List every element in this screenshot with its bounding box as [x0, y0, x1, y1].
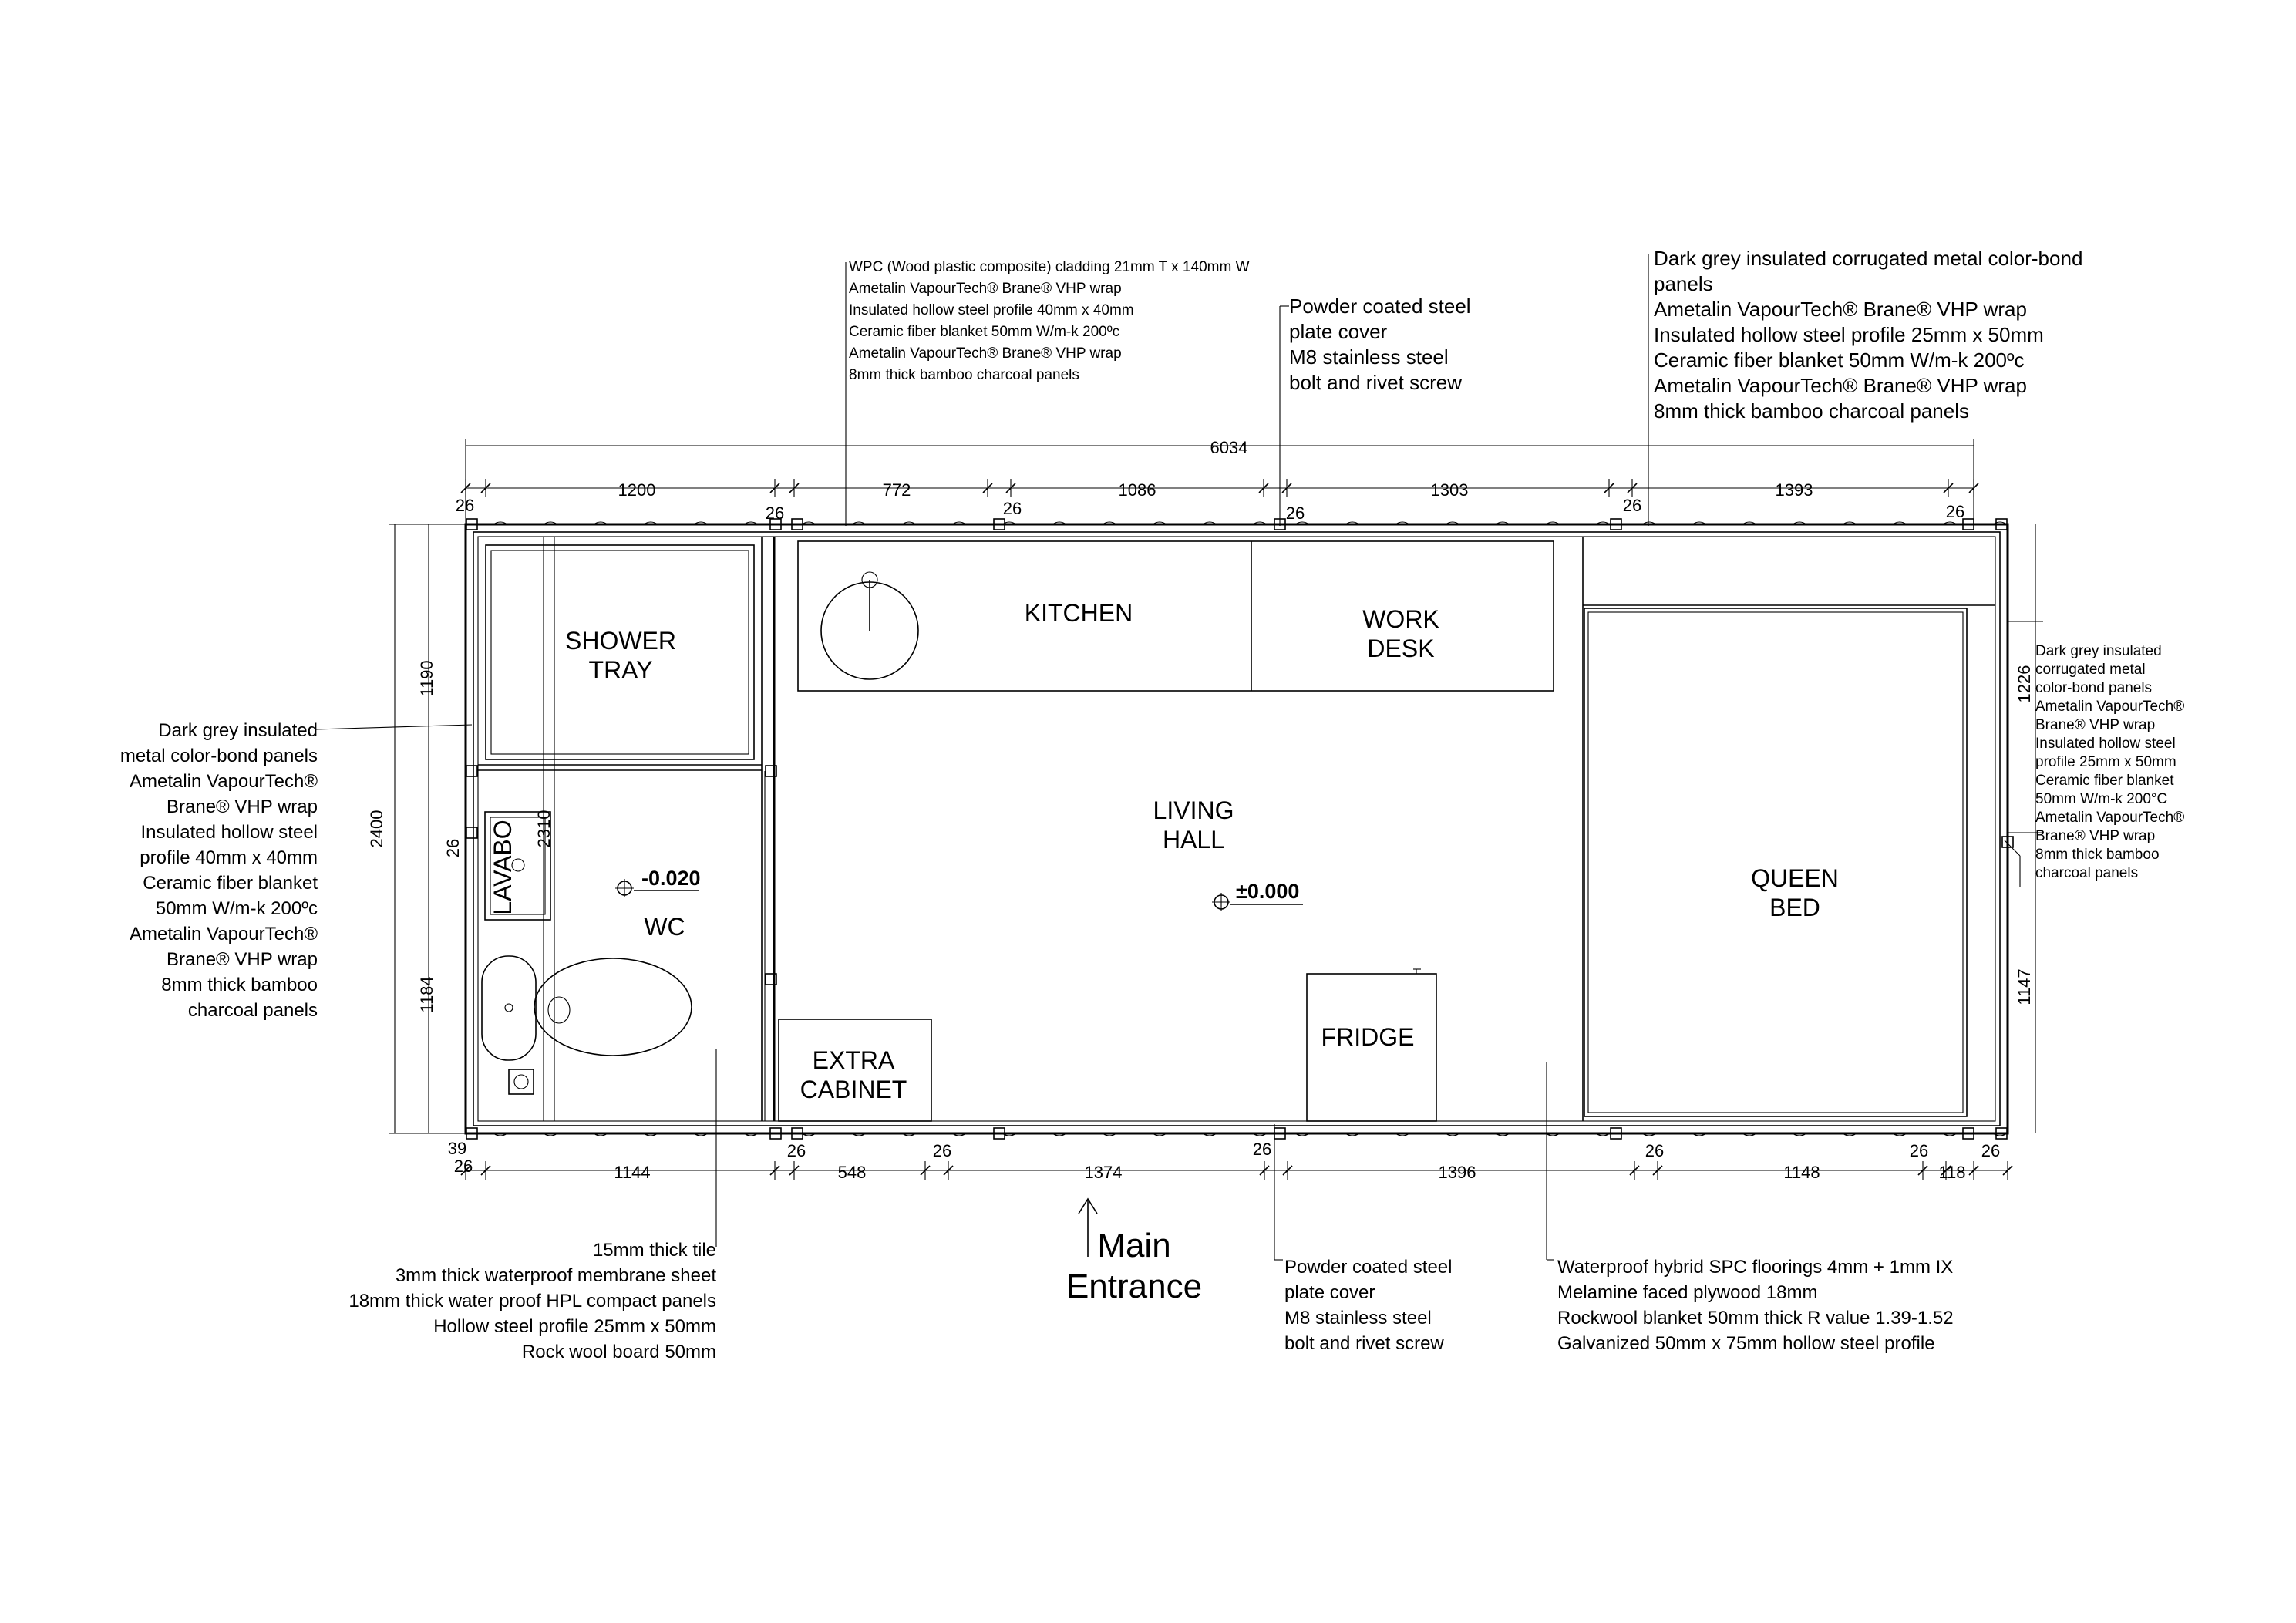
- note-top-right-line: Ametalin VapourTech® Brane® VHP wrap: [1654, 374, 2027, 397]
- dim-top-2: 1200: [618, 480, 656, 500]
- dim-overall-width: 2400: [367, 810, 386, 848]
- note-left-line: Dark grey insulated: [158, 720, 318, 741]
- note-bottom-right-line: Waterproof hybrid SPC floorings 4mm + 1mm IX: [1557, 1257, 1954, 1278]
- note-top-left-line: Ametalin VapourTech® Brane® VHP wrap: [849, 345, 1122, 362]
- dim-left-2: 26: [443, 838, 463, 858]
- room-label-kitchen: KITCHEN: [1024, 599, 1133, 627]
- note-left-line: Ametalin VapourTech®: [129, 924, 318, 945]
- room-label-lavabo: LAVABO: [489, 820, 517, 915]
- dim-bottom-3: 1144: [614, 1163, 651, 1182]
- note-right-line: corrugated metal: [2035, 662, 2146, 678]
- note-left-line: 8mm thick bamboo: [161, 975, 318, 995]
- note-bottom-left-line: 18mm thick water proof HPL compact panels: [348, 1291, 716, 1312]
- note-right-line: profile 25mm x 50mm: [2035, 754, 2176, 770]
- note-top-left-line: Ceramic fiber blanket 50mm W/m-k 200ºc: [849, 324, 1120, 340]
- note-left-line: charcoal panels: [187, 1000, 318, 1021]
- dim-top-10: 1393: [1775, 480, 1813, 500]
- note-bottom-right-line: Galvanized 50mm x 75mm hollow steel profile: [1557, 1333, 1935, 1354]
- dim-right-2: 1147: [2015, 968, 2034, 1005]
- note-right-line: Brane® VHP wrap: [2035, 828, 2156, 844]
- room-label-shower-line2: TRAY: [588, 656, 653, 684]
- room-label-wc: WC: [644, 913, 685, 941]
- dim-bottom-10: 26: [1645, 1141, 1665, 1160]
- note-top-right-line: Dark grey insulated corrugated metal color-bond: [1654, 247, 2083, 270]
- dim-top-4: 772: [882, 480, 911, 500]
- note-bottom-middle-line: bolt and rivet screw: [1284, 1333, 1444, 1354]
- note-right-line: Dark grey insulated: [2035, 643, 2162, 659]
- note-left-line: metal color-bond panels: [120, 746, 318, 766]
- note-bottom-right-line: Melamine faced plywood 18mm: [1557, 1282, 1818, 1303]
- note-bottom-left-line: 15mm thick tile: [592, 1240, 716, 1261]
- material-notes: [120, 247, 2184, 1362]
- dim-bottom-6: 26: [932, 1141, 952, 1160]
- note-top-left-line: Ametalin VapourTech® Brane® VHP wrap: [849, 281, 1122, 297]
- note-bottom-middle-line: Powder coated steel: [1284, 1257, 1453, 1278]
- interior-partitions: [478, 537, 774, 1121]
- dim-top-3: 26: [765, 503, 785, 523]
- note-left-line: Brane® VHP wrap: [167, 949, 318, 970]
- dim-interior-height: 2310: [534, 810, 554, 848]
- dim-bottom-12: 26: [1909, 1141, 1929, 1160]
- note-right-line: color-bond panels: [2035, 680, 2153, 696]
- note-top-middle-line: plate cover: [1289, 320, 1388, 343]
- note-top-left-line: Insulated hollow steel profile 40mm x 40mm: [849, 302, 1134, 318]
- note-top-middle-line: Powder coated steel: [1289, 295, 1471, 318]
- dim-top-5: 26: [1002, 499, 1022, 518]
- note-top-middle-line: M8 stainless steel: [1289, 345, 1449, 369]
- dim-top-8: 1303: [1430, 480, 1469, 500]
- note-top-left-line: 8mm thick bamboo charcoal panels: [849, 367, 1079, 383]
- dim-top-11: 26: [1945, 502, 1965, 521]
- level-value-living: ±0.000: [1236, 880, 1300, 903]
- dim-bottom-4: 26: [786, 1141, 806, 1160]
- toilet-fixture: [482, 956, 692, 1094]
- note-right-line: 8mm thick bamboo: [2035, 847, 2160, 863]
- note-left-line: Ametalin VapourTech®: [129, 771, 318, 792]
- room-label-cabinet-line2: CABINET: [800, 1076, 907, 1103]
- dim-top-7: 26: [1285, 503, 1305, 523]
- note-top-right-line: Ceramic fiber blanket 50mm W/m-k 200ºc: [1654, 349, 2025, 372]
- room-label-living-line1: LIVING: [1153, 796, 1234, 824]
- entrance-label-line1: Main: [1097, 1227, 1171, 1264]
- level-value-wc: -0.020: [641, 867, 701, 890]
- note-bottom-left-line: Hollow steel profile 25mm x 50mm: [433, 1316, 716, 1337]
- room-label-cabinet-line1: EXTRA: [812, 1046, 895, 1074]
- note-bottom-right-line: Rockwool blanket 50mm thick R value 1.39-1.52: [1557, 1308, 1954, 1328]
- dim-top-9: 26: [1622, 496, 1642, 515]
- note-top-right-line: panels: [1654, 272, 1713, 295]
- note-right-line: Ametalin VapourTech®: [2035, 699, 2185, 715]
- note-right-line: Brane® VHP wrap: [2035, 717, 2156, 733]
- room-label-shower-line1: SHOWER: [565, 627, 676, 655]
- dim-bottom-7: 1374: [1084, 1163, 1123, 1182]
- dim-top-1: 26: [455, 496, 475, 515]
- note-top-right-line: Ametalin VapourTech® Brane® VHP wrap: [1654, 298, 2027, 321]
- note-top-right-line: 8mm thick bamboo charcoal panels: [1654, 399, 1969, 423]
- note-bottom-middle-line: M8 stainless steel: [1284, 1308, 1432, 1328]
- entrance-arrow-icon: [1079, 1199, 1097, 1257]
- note-left-line: Ceramic fiber blanket: [143, 873, 318, 894]
- note-left-line: Insulated hollow steel: [140, 822, 318, 843]
- note-bottom-left-line: Rock wool board 50mm: [521, 1342, 716, 1362]
- dim-left-3: 1184: [417, 976, 436, 1013]
- dim-bottom-5: 548: [837, 1163, 867, 1182]
- dim-top-6: 1086: [1118, 480, 1156, 500]
- kitchen-counter: [798, 541, 1554, 691]
- note-right-line: Ceramic fiber blanket: [2035, 773, 2174, 789]
- dim-bottom-14: 26: [1981, 1141, 2001, 1160]
- note-left-line: profile 40mm x 40mm: [140, 847, 318, 868]
- note-top-right-line: Insulated hollow steel profile 25mm x 50mm: [1654, 323, 2044, 346]
- dim-bottom-13: 118: [1938, 1163, 1966, 1182]
- entrance-label-line2: Entrance: [1066, 1268, 1203, 1305]
- note-top-middle-line: bolt and rivet screw: [1289, 371, 1462, 394]
- dim-bottom-1: 39: [447, 1139, 467, 1158]
- room-label-work-desk-line1: WORK: [1362, 605, 1439, 633]
- note-left-line: 50mm W/m-k 200ºc: [155, 898, 318, 919]
- note-bottom-middle-line: plate cover: [1284, 1282, 1375, 1303]
- room-label-work-desk-line2: DESK: [1367, 635, 1435, 662]
- room-label-living-line2: HALL: [1162, 826, 1225, 854]
- room-label-bed-line2: BED: [1769, 894, 1820, 921]
- dim-bottom-8: 26: [1252, 1140, 1272, 1159]
- dim-overall-length: 6034: [1210, 438, 1248, 457]
- dim-bottom-9: 1396: [1438, 1163, 1476, 1182]
- dim-right-1: 1226: [2015, 665, 2034, 703]
- note-right-line: Ametalin VapourTech®: [2035, 810, 2185, 826]
- note-right-line: charcoal panels: [2035, 865, 2139, 881]
- note-top-left-line: WPC (Wood plastic composite) cladding 21mm T x 140mm W: [849, 259, 1250, 275]
- queen-bed: [1583, 537, 1995, 1121]
- dim-bottom-11: 1148: [1783, 1163, 1820, 1182]
- note-bottom-left-line: 3mm thick waterproof membrane sheet: [395, 1265, 716, 1286]
- room-label-fridge: FRIDGE: [1321, 1023, 1415, 1051]
- dim-bottom-2: 26: [453, 1157, 473, 1176]
- note-right-line: 50mm W/m-k 200°C: [2035, 791, 2168, 807]
- dim-left-1: 1190: [417, 660, 436, 697]
- room-label-bed-line1: QUEEN: [1751, 864, 1839, 892]
- note-left-line: Brane® VHP wrap: [167, 796, 318, 817]
- note-right-line: Insulated hollow steel: [2035, 736, 2176, 752]
